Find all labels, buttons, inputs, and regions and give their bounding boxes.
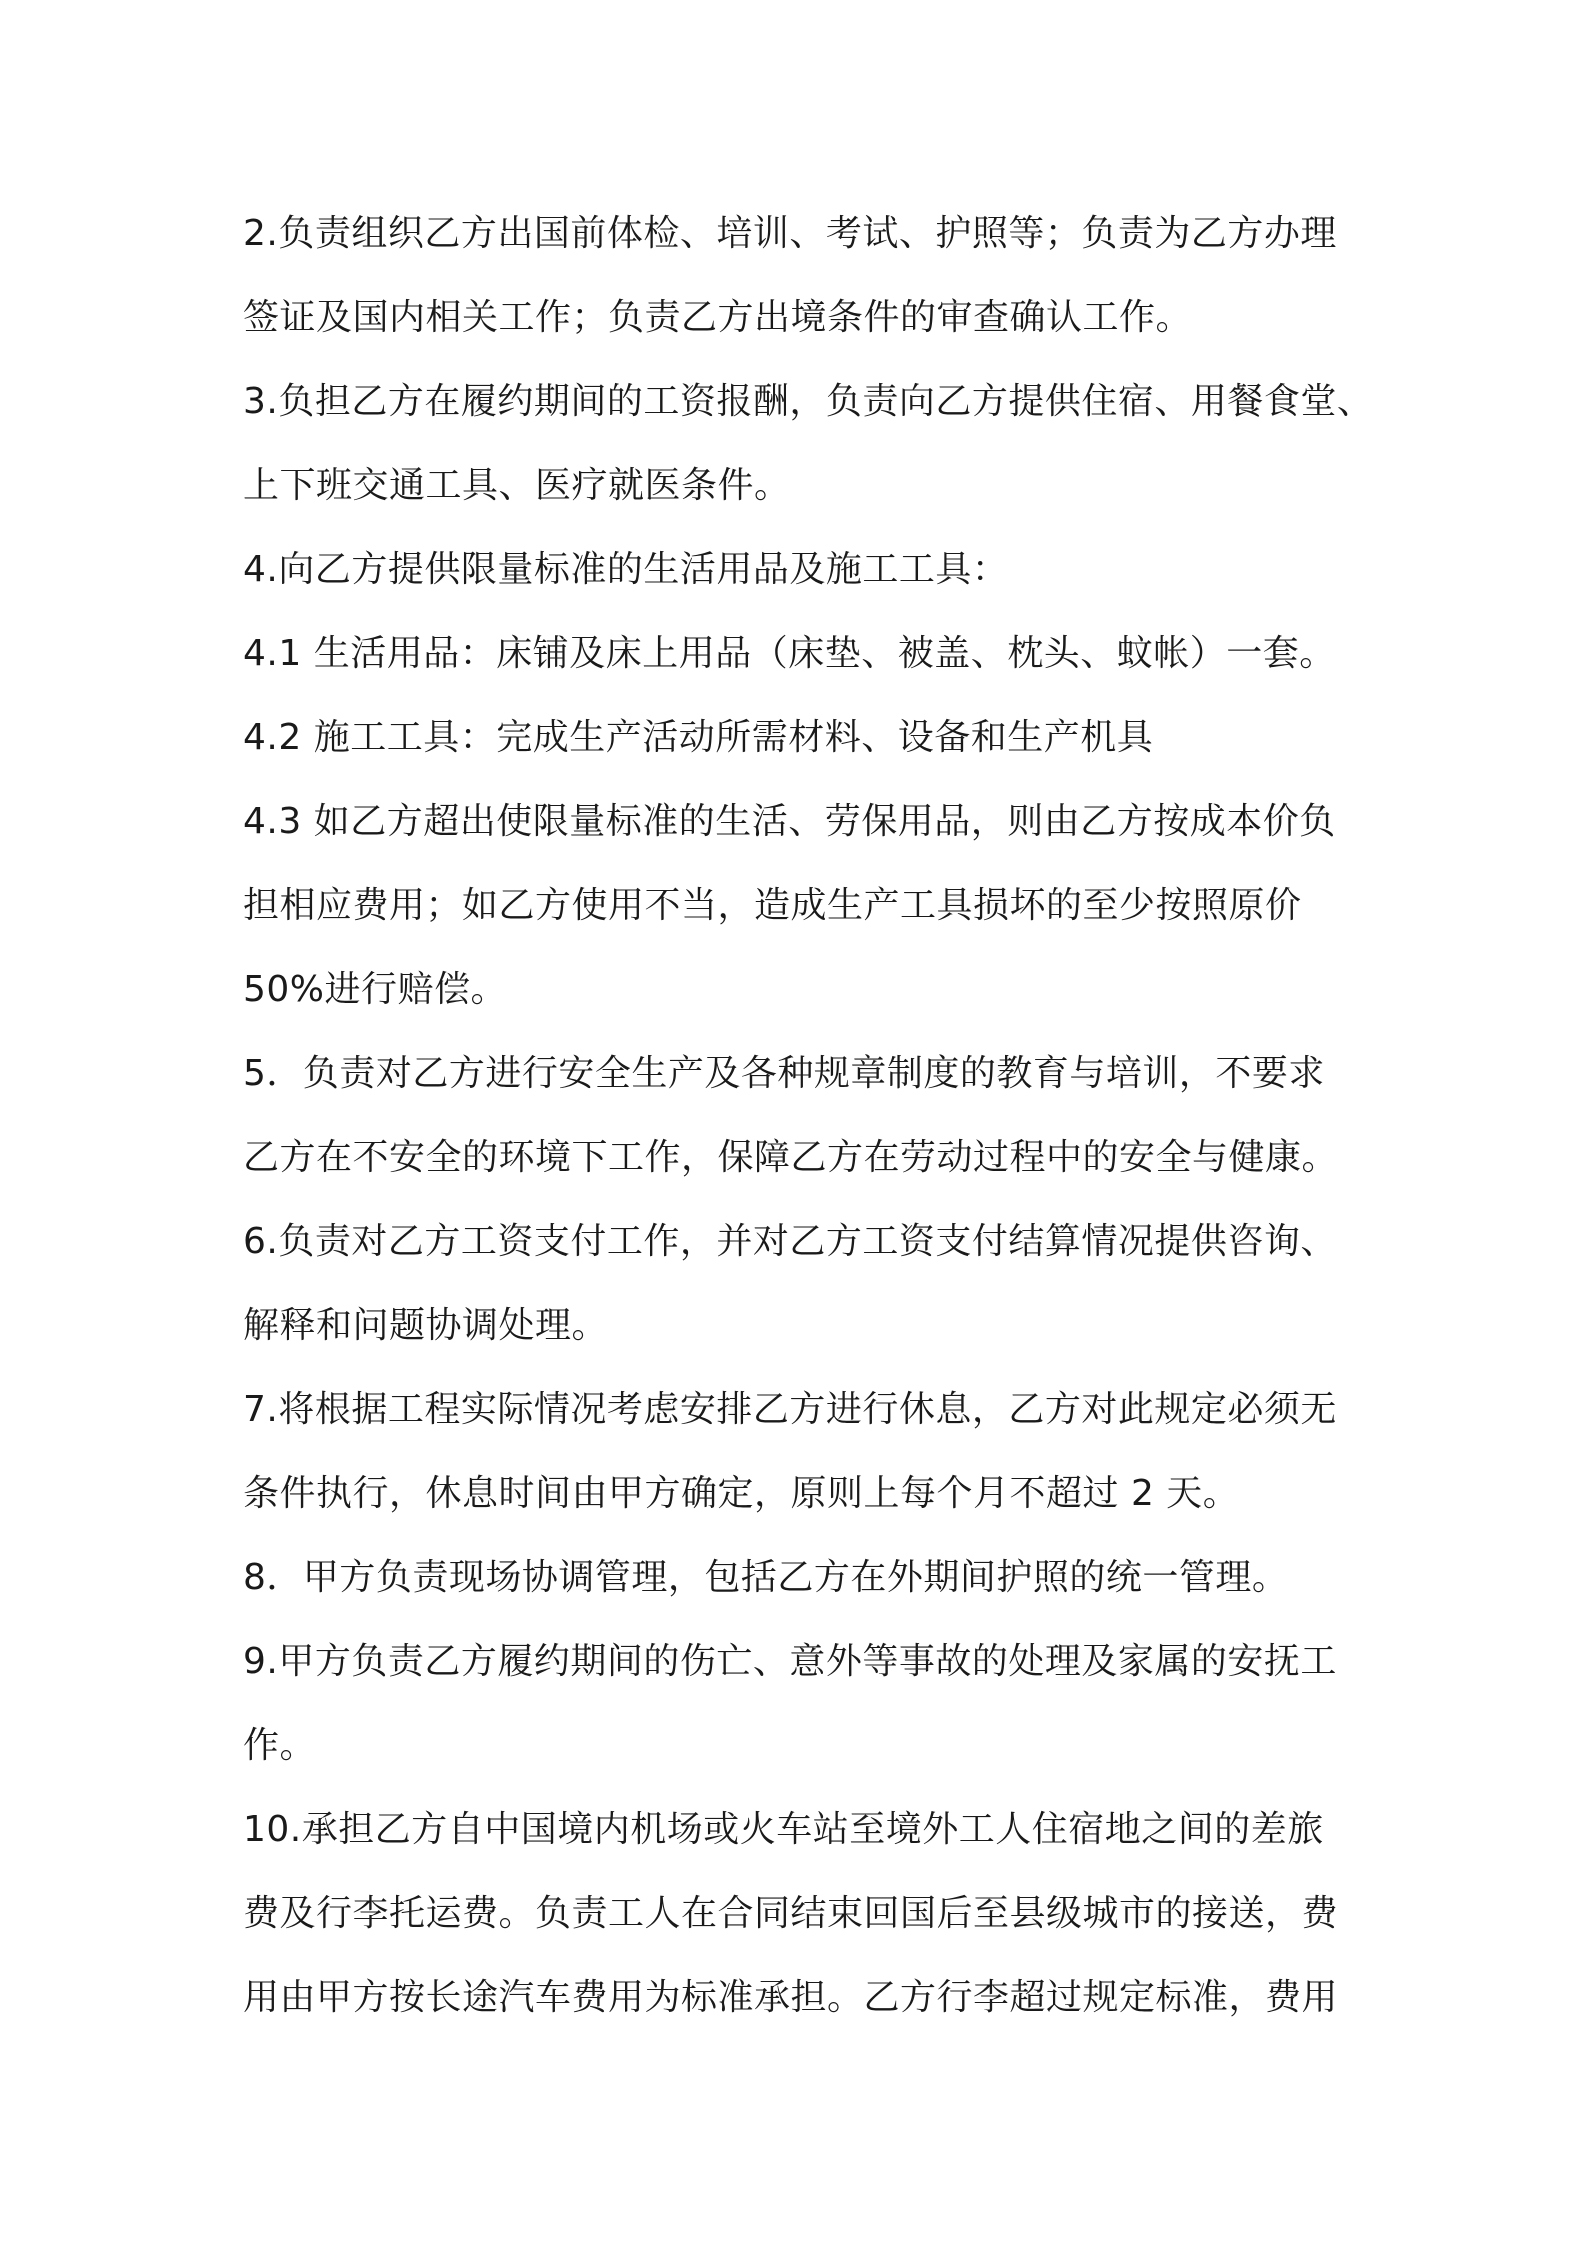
text-line: 8．甲方负责现场协调管理，包括乙方在外期间护照的统一管理。 xyxy=(243,1557,1289,1598)
text-line: 签证及国内相关工作；负责乙方出境条件的审查确认工作。 xyxy=(243,297,1193,338)
text-line: 上下班交通工具、医疗就医条件。 xyxy=(243,465,791,506)
text-line: 担相应费用；如乙方使用不当，造成生产工具损坏的至少按照原价 xyxy=(243,885,1302,926)
text-line: 条件执行，休息时间由甲方确定，原则上每个月不超过 2 天。 xyxy=(243,1473,1240,1514)
text-line: 4.1 生活用品：床铺及床上用品（床垫、被盖、枕头、蚊帐）一套。 xyxy=(243,633,1336,674)
text-line: 4.向乙方提供限量标准的生活用品及施工工具： xyxy=(243,549,1009,590)
text-line: 作。 xyxy=(243,1725,317,1766)
text-line: 4.2 施工工具：完成生产活动所需材料、设备和生产机具 xyxy=(243,717,1154,758)
document-body xyxy=(243,192,1374,2040)
text-line: 2.负责组织乙方出国前体检、培训、考试、护照等；负责为乙方办理 xyxy=(243,213,1337,254)
text-line: 50%进行赔偿。 xyxy=(243,969,508,1010)
text-line: 解释和问题协调处理。 xyxy=(243,1305,609,1346)
text-line: 4.3 如乙方超出使限量标准的生活、劳保用品，则由乙方按成本价负 xyxy=(243,801,1336,842)
text-line: 6.负责对乙方工资支付工作，并对乙方工资支付结算情况提供咨询、 xyxy=(243,1221,1337,1262)
text-line: 10.承担乙方自中国境内机场或火车站至境外工人住宿地之间的差旅 xyxy=(243,1809,1324,1850)
text-line: 费及行李托运费。负责工人在合同结束回国后至县级城市的接送，费 xyxy=(243,1893,1339,1934)
text-line: 3.负担乙方在履约期间的工资报酬，负责向乙方提供住宿、用餐食堂、 xyxy=(243,381,1374,422)
text-line: 用由甲方按长途汽车费用为标准承担。乙方行李超过规定标准，费用 xyxy=(243,1977,1339,2018)
text-line: 9.甲方负责乙方履约期间的伤亡、意外等事故的处理及家属的安抚工 xyxy=(243,1641,1337,1682)
text-line: 5．负责对乙方进行安全生产及各种规章制度的教育与培训，不要求 xyxy=(243,1053,1325,1094)
text-line: 乙方在不安全的环境下工作，保障乙方在劳动过程中的安全与健康。 xyxy=(243,1137,1339,1178)
text-line: 7.将根据工程实际情况考虑安排乙方进行休息，乙方对此规定必须无 xyxy=(243,1389,1337,1430)
